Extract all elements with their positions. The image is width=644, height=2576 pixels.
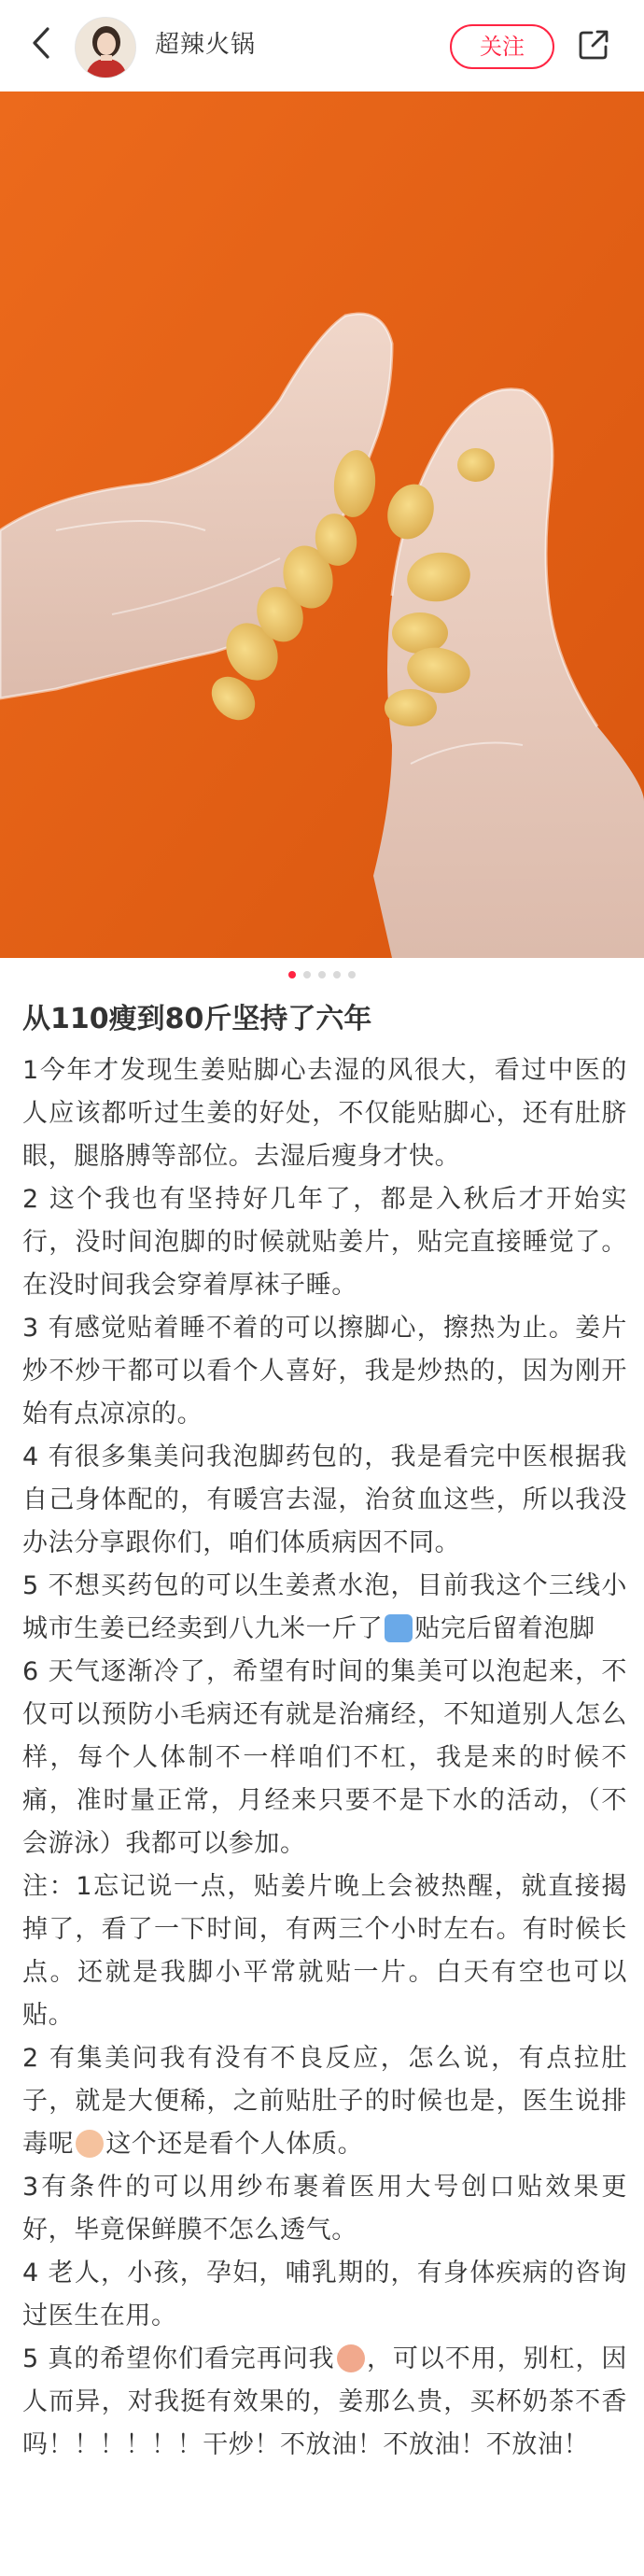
paragraph-5-text-a: 5 不想买药包的可以生姜煮水泡，目前我这个三线小城市生姜已经卖到八九米一斤了 (22, 1571, 627, 1643)
note-paragraph-5-text-a: 5 真的希望你们看完再问我 (22, 2344, 335, 2373)
note-paragraph-3: 3有条件的可以用纱布裹着医用大号创口贴效果更好，毕竟保鲜膜不怎么透气。 (22, 2173, 627, 2245)
note-paragraph-2 (22, 2037, 627, 2166)
carousel-indicator[interactable] (0, 971, 644, 980)
carousel-dot-1[interactable] (288, 971, 296, 978)
paragraph-2: 2 这个我也有坚持好几年了，都是入秋后才开始实行，没时间泡脚的时候就贴姜片，贴完直接睡觉了。在没时间我会穿着厚袜子睡。 (22, 1185, 627, 1300)
share-button[interactable] (573, 26, 614, 67)
note-title: 从110瘦到80斤坚持了六年 (22, 1003, 372, 1035)
note-paragraph-2-text-b: 这个还是看个人体质。 (105, 2130, 364, 2159)
paragraph-6: 6 天气逐渐冷了，希望有时间的集美可以泡起来，不仅可以预防小毛病还有就是治痛经，不知道别人怎么样，每个人体制不一样咱们不杠，我是来的时候不痛，准时量正常，月经来只要不是下水的活动，（不会游泳）我都可以参加。 (22, 1657, 627, 1858)
paragraph-4: 4 有很多集美问我泡脚药包的，我是看完中医根据我自己身体配的，有暖宫去湿，治贫血这些，所以我没办法分享跟你们，咱们体质病因不同。 (22, 1443, 627, 1557)
crying-face-emoji-icon (337, 2344, 365, 2372)
note-photo[interactable] (0, 91, 644, 958)
top-bar (0, 0, 644, 90)
paragraph-5 (22, 1565, 627, 1651)
paragraph-3: 3 有感觉贴着睡不着的可以擦脚心，擦热为止。姜片炒不炒干都可以看个人喜好，我是炒热的，因为刚开始有点凉凉的。 (22, 1314, 627, 1429)
share-icon (577, 28, 610, 65)
blush-face-emoji-icon (76, 2130, 104, 2158)
note-paragraph-4: 4 老人，小孩，孕妇，哺乳期的，有身体疾病的咨询过医生在用。 (22, 2259, 627, 2330)
paragraph-5-text-b: 贴完后留着泡脚 (414, 1614, 595, 1643)
carousel-dot-5[interactable] (348, 971, 356, 978)
paragraph-1: 1今年才发现生姜贴脚心去湿的风很大，看过中医的人应该都听过生姜的好处，不仅能贴脚心，还有肚脐眼，腿胳膊等部位。去湿后瘦身才快。 (22, 1056, 627, 1171)
follow-button[interactable]: 关注 (450, 24, 554, 69)
note-body (22, 1049, 627, 2467)
note-paragraph-2-text-a: 2 有集美问我有没有不良反应，怎么说，有点拉肚子，就是大便稀，之前贴肚子的时候也是，医生说排毒呢 (22, 2044, 627, 2159)
author-name[interactable]: 超辣火锅 (155, 31, 257, 59)
back-button[interactable] (22, 24, 60, 65)
note-paragraph-5 (22, 2338, 627, 2467)
feet-with-ginger-image (0, 91, 644, 958)
snowman-emoji-icon (385, 1614, 413, 1642)
note-paragraph-1: 注：1忘记说一点，贴姜片晚上会被热醒，就直接揭掉了，看了一下时间，有两三个小时左右。有时候长点。还就是我脚小平常就贴一片。白天有空也可以贴。 (22, 1872, 627, 2030)
carousel-dot-3[interactable] (318, 971, 326, 978)
note-paragraph-5-text-b: ，可以不用，别杠，因人而异，对我挺有效果的，姜那么贵，买杯奶茶不香吗！！！！！！干炒！不放油！不放油！不放油！ (22, 2344, 628, 2459)
chevron-left-icon (31, 26, 51, 63)
carousel-dot-4[interactable] (333, 971, 341, 978)
carousel-dot-2[interactable] (303, 971, 311, 978)
avatar[interactable] (75, 17, 136, 78)
